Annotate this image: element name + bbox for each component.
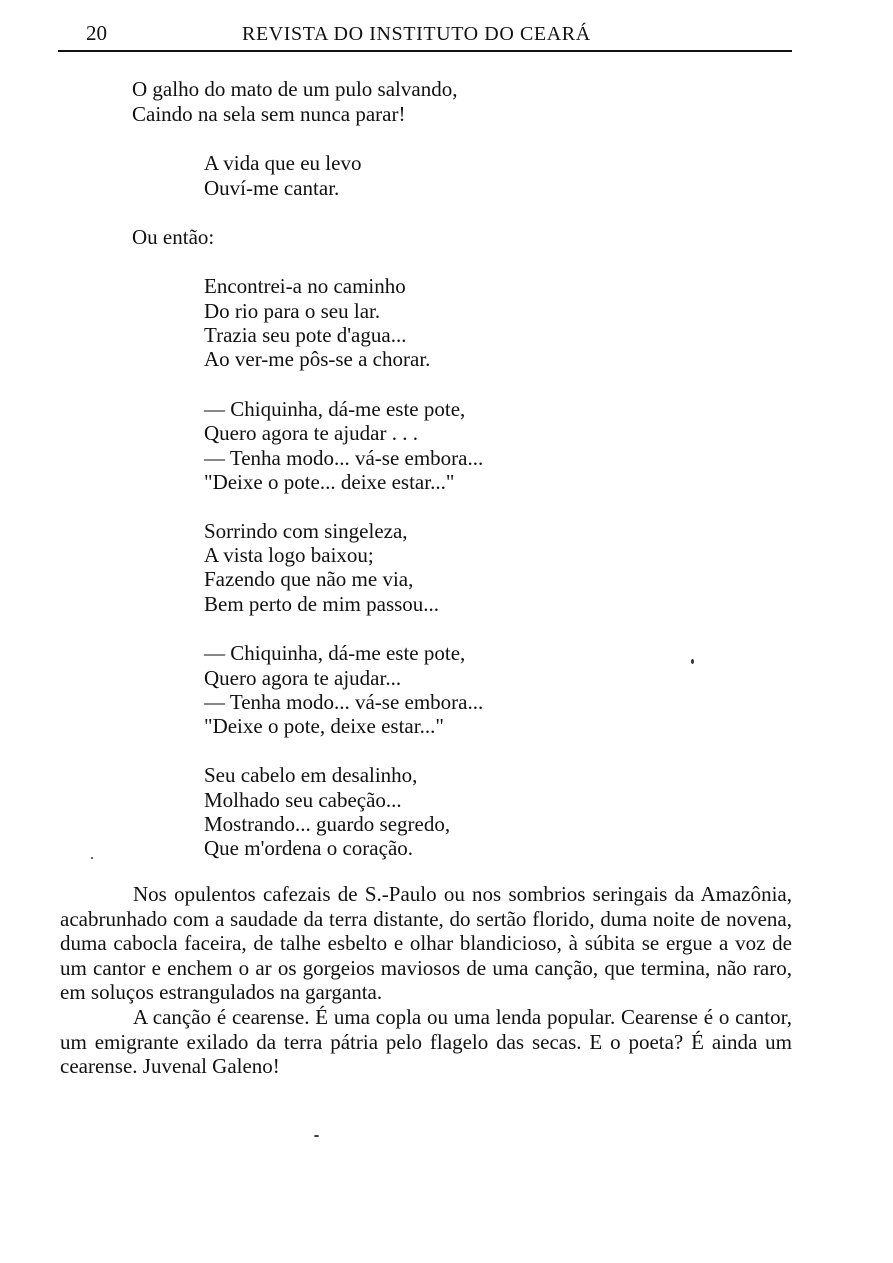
running-title: REVISTA DO INSTITUTO DO CEARÁ xyxy=(242,23,591,45)
poem-line: Ouví-me cantar. xyxy=(204,176,340,200)
poem-line: Bem perto de mim passou... xyxy=(204,592,440,616)
poem-line: Sorrindo com singeleza, xyxy=(204,519,408,543)
prose-paragraph: A canção é cearense. É uma copla ou uma lenda popular. Cearense é o cantor, um emigrante exilado da terra pátria pelo flagelo das secas. E o poeta? É ainda um cearense. Juvenal Galeno! xyxy=(60,1004,792,1079)
page-number: 20 xyxy=(86,21,107,45)
poem-line: Quero agora te ajudar . . . xyxy=(204,421,418,445)
poem-line: — Chiquinha, dá-me este pote, xyxy=(204,397,466,421)
poem-line: Mostrando... guardo segredo, xyxy=(204,812,451,836)
scan-speck xyxy=(91,857,93,859)
scan-speck xyxy=(691,659,694,664)
transition-text: Ou então: xyxy=(132,225,215,249)
poem-line: Do rio para o seu lar. xyxy=(204,299,381,323)
poem-line: A vida que eu levo xyxy=(204,151,362,175)
poem-line: — Tenha modo... vá-se embora... xyxy=(204,446,484,470)
poem-line: "Deixe o pote, deixe estar..." xyxy=(204,714,444,738)
page-header xyxy=(58,18,792,52)
poem-line: O galho do mato de um pulo salvando, xyxy=(132,77,458,101)
poem-line: Caindo na sela sem nunca parar! xyxy=(132,102,406,126)
poem-line: Encontrei-a no caminho xyxy=(204,274,406,298)
poem-line: Fazendo que não me via, xyxy=(204,567,414,591)
scan-speck xyxy=(314,1135,319,1137)
prose-paragraph: Nos opulentos cafezais de S.-Paulo ou nos sombrios seringais da Amazônia, acabrunhado com a saudade da terra distante, do sertão florido, duma noite de novena, duma cabocla faceira, de talhe esbelto e olhar blandicioso, à súbita se ergue a voz de um cantor e enchem o ar os gorgeios maviosos de uma canção, que termina, não raro, em soluços estrangulados na garganta. xyxy=(60,882,792,1005)
poem-line: Que m'ordena o coração. xyxy=(204,836,414,860)
poem-line: Quero agora te ajudar... xyxy=(204,666,402,690)
prose-body xyxy=(60,882,792,1079)
poem-line: Seu cabelo em desalinho, xyxy=(204,763,418,787)
poem-line: A vista logo baixou; xyxy=(204,543,374,567)
poem-line: "Deixe o pote... deixe estar..." xyxy=(204,470,455,494)
poem-line: — Tenha modo... vá-se embora... xyxy=(204,690,484,714)
poem-line: — Chiquinha, dá-me este pote, xyxy=(204,641,466,665)
poem-line: Molhado seu cabeção... xyxy=(204,788,402,812)
poem-line: Ao ver-me pôs-se a chorar. xyxy=(204,347,431,371)
poem-line: Trazia seu pote d'agua... xyxy=(204,323,407,347)
